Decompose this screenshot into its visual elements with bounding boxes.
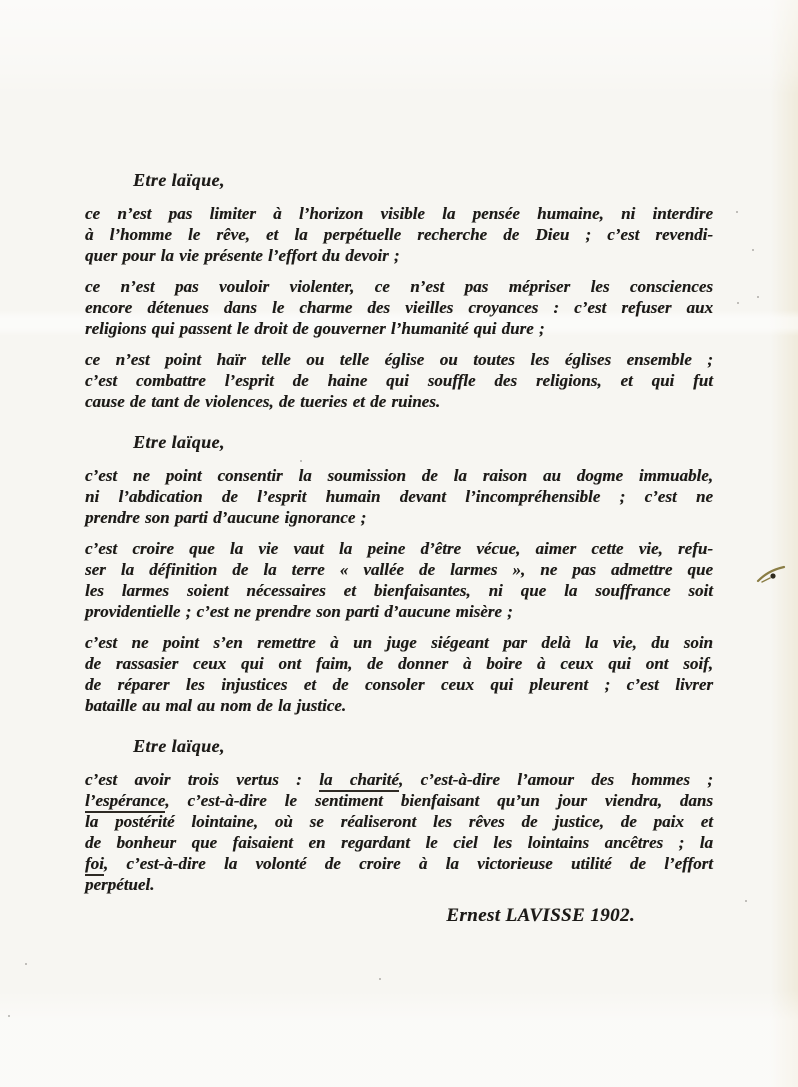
paragraph-5 — [85, 538, 713, 622]
text-line — [85, 769, 713, 790]
text-run: , c’est-à-dire le sentiment bienfaisant qu’un jour viendra, dans — [165, 791, 713, 810]
underlined-word: foi — [85, 854, 104, 876]
speck — [737, 302, 739, 304]
paragraph-6 — [85, 632, 713, 716]
section-2 — [85, 432, 713, 716]
section-2-heading: Etre laïque, — [133, 432, 225, 452]
speck — [25, 963, 27, 965]
signature: Ernest LAVISSE 1902. — [446, 905, 635, 926]
document-content — [85, 170, 713, 946]
text-run: , c’est-à-dire la volonté de croire à la victorieuse utilité de l’effort — [103, 854, 713, 873]
text-line — [85, 790, 713, 811]
speck — [757, 296, 759, 298]
section-3 — [85, 736, 713, 926]
text-line: religions qui passent le droit de gouverner l’humanité qui dure ; — [85, 319, 545, 338]
text-run: la postérité lointaine, où se réaliseront les rêves de justice, de paix et — [85, 812, 713, 831]
text-line: à l’homme le rêve, et la perpétuelle recherche de Dieu ; c’est revendi- — [85, 225, 713, 244]
text-line: de rassasier ceux qui ont faim, de donner à boire à ceux qui ont soif, — [85, 654, 713, 673]
underlined-word: la charité — [319, 770, 399, 792]
text-line — [85, 811, 713, 832]
text-line: prendre son parti d’aucune ignorance ; — [85, 508, 367, 527]
text-line: encore détenues dans le charme des vieilles croyances : c’est refuser aux — [85, 298, 713, 317]
text-run: c’est avoir trois vertus : — [85, 770, 320, 789]
underlined-word: l’espérance — [85, 791, 165, 813]
speck — [379, 978, 381, 980]
ink-smudge — [756, 562, 788, 588]
text-line: c’est ne point s’en remettre à un juge siégeant par delà la vie, du soin — [85, 633, 713, 652]
text-line: ce n’est point haïr telle ou telle église ou toutes les églises ensemble ; — [85, 350, 713, 369]
speck — [745, 900, 747, 902]
paragraph-1 — [85, 203, 713, 266]
text-line: bataille au mal au nom de la justice. — [85, 696, 347, 715]
text-line: de réparer les injustices et de consoler ceux qui pleurent ; c’est livrer — [85, 675, 713, 694]
text-line: ni l’abdication de l’esprit humain devant l’incompréhensible ; c’est ne — [85, 487, 713, 506]
text-line: ce n’est pas limiter à l’horizon visible la pensée humaine, ni interdire — [85, 204, 713, 223]
speck — [752, 249, 754, 251]
paragraph-2 — [85, 276, 713, 339]
speck — [8, 1015, 10, 1017]
text-line: providentielle ; c’est ne prendre son parti d’aucune misère ; — [85, 602, 513, 621]
text-run: , c’est-à-dire l’amour des hommes ; — [398, 770, 713, 789]
text-line: ser la définition de la terre « vallée de larmes », ne pas admettre que — [85, 560, 713, 579]
text-line: c’est croire que la vie vaut la peine d’être vécue, aimer cette vie, refu- — [85, 539, 713, 558]
paragraph-7 — [85, 769, 713, 895]
section-1-heading: Etre laïque, — [133, 170, 225, 190]
text-line — [85, 853, 713, 874]
text-line: c’est ne point consentir la soumission de la raison au dogme immuable, — [85, 466, 713, 485]
text-line — [85, 832, 713, 853]
text-run: perpétuel. — [85, 875, 155, 894]
text-line: cause de tant de violences, de tueries et de ruines. — [85, 392, 441, 411]
text-line: c’est combattre l’esprit de haine qui souffle des religions, et qui fut — [85, 371, 713, 390]
section-3-heading: Etre laïque, — [133, 736, 225, 756]
text-line: les larmes soient nécessaires et bienfaisantes, ni que la souffrance soit — [85, 581, 713, 600]
text-run: de bonheur que faisaient en regardant le ciel les lointains ancêtres ; la — [85, 833, 713, 852]
speck — [736, 211, 738, 213]
section-1 — [85, 170, 713, 412]
paragraph-4 — [85, 465, 713, 528]
text-line: quer pour la vie présente l’effort du devoir ; — [85, 246, 400, 265]
text-line: ce n’est pas vouloir violenter, ce n’est pas mépriser les consciences — [85, 277, 713, 296]
paragraph-3 — [85, 349, 713, 412]
speck — [300, 460, 302, 462]
text-line — [85, 874, 713, 895]
